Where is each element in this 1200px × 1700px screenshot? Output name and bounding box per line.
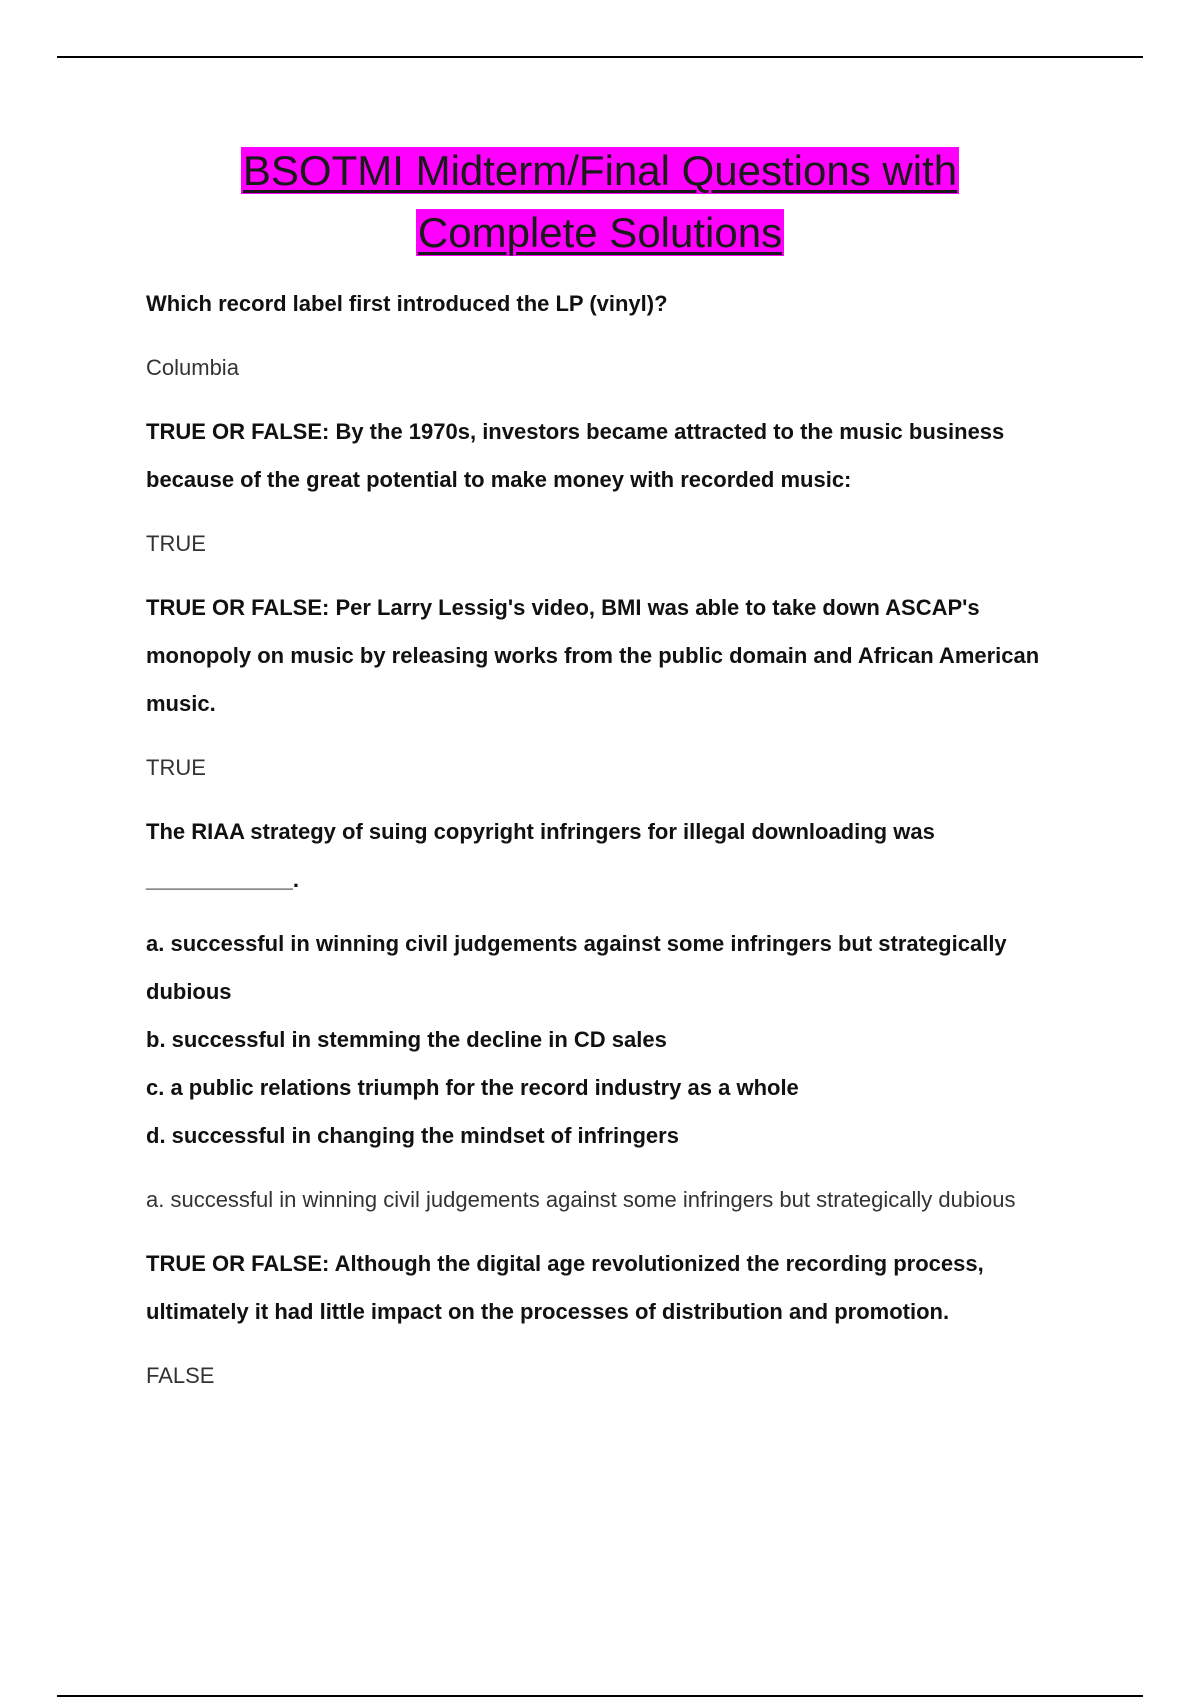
footer-rule: [57, 1695, 1143, 1697]
option-list: [146, 920, 1086, 1160]
header-rule: [57, 56, 1143, 58]
answer-text: a. successful in winning civil judgements against some infringers but strategically dubious: [146, 1187, 1016, 1212]
qa-item-4: [146, 808, 1086, 1224]
question-text: TRUE OR FALSE: By the 1970s, investors became attracted to the music business because of the great potential to make money with recorded music:: [146, 419, 1005, 492]
question-text: Which record label first introduced the LP (vinyl)?: [146, 291, 668, 316]
option-c: c. a public relations triumph for the record industry as a whole: [146, 1075, 799, 1100]
qa-item-3: [146, 584, 1086, 792]
title-line-1: BSOTMI Midterm/Final Questions with: [242, 147, 958, 194]
option-a: a. successful in winning civil judgements against some infringers but strategically dubious: [146, 931, 1007, 1004]
qa-item-2: [146, 408, 1086, 568]
qa-item-1: [146, 280, 1086, 392]
option-b: b. successful in stemming the decline in CD sales: [146, 1027, 667, 1052]
answer-text: Columbia: [146, 355, 239, 380]
question-text: The RIAA strategy of suing copyright infringers for illegal downloading was ____________.: [146, 819, 935, 892]
page-title: [0, 140, 1200, 264]
answer-text: TRUE: [146, 531, 206, 556]
answer-text: FALSE: [146, 1363, 215, 1388]
question-text: TRUE OR FALSE: Although the digital age revolutionized the recording process, ultimately it had little impact on the processes of distribution and promotion.: [146, 1251, 984, 1324]
option-d: d. successful in changing the mindset of infringers: [146, 1123, 679, 1148]
qa-item-5: [146, 1240, 1086, 1400]
question-text: TRUE OR FALSE: Per Larry Lessig's video, BMI was able to take down ASCAP's monopoly on music by releasing works from the public domain and African American music.: [146, 595, 1040, 716]
answer-text: TRUE: [146, 755, 206, 780]
title-line-2: Complete Solutions: [417, 209, 783, 256]
qa-list: [146, 280, 1086, 1416]
